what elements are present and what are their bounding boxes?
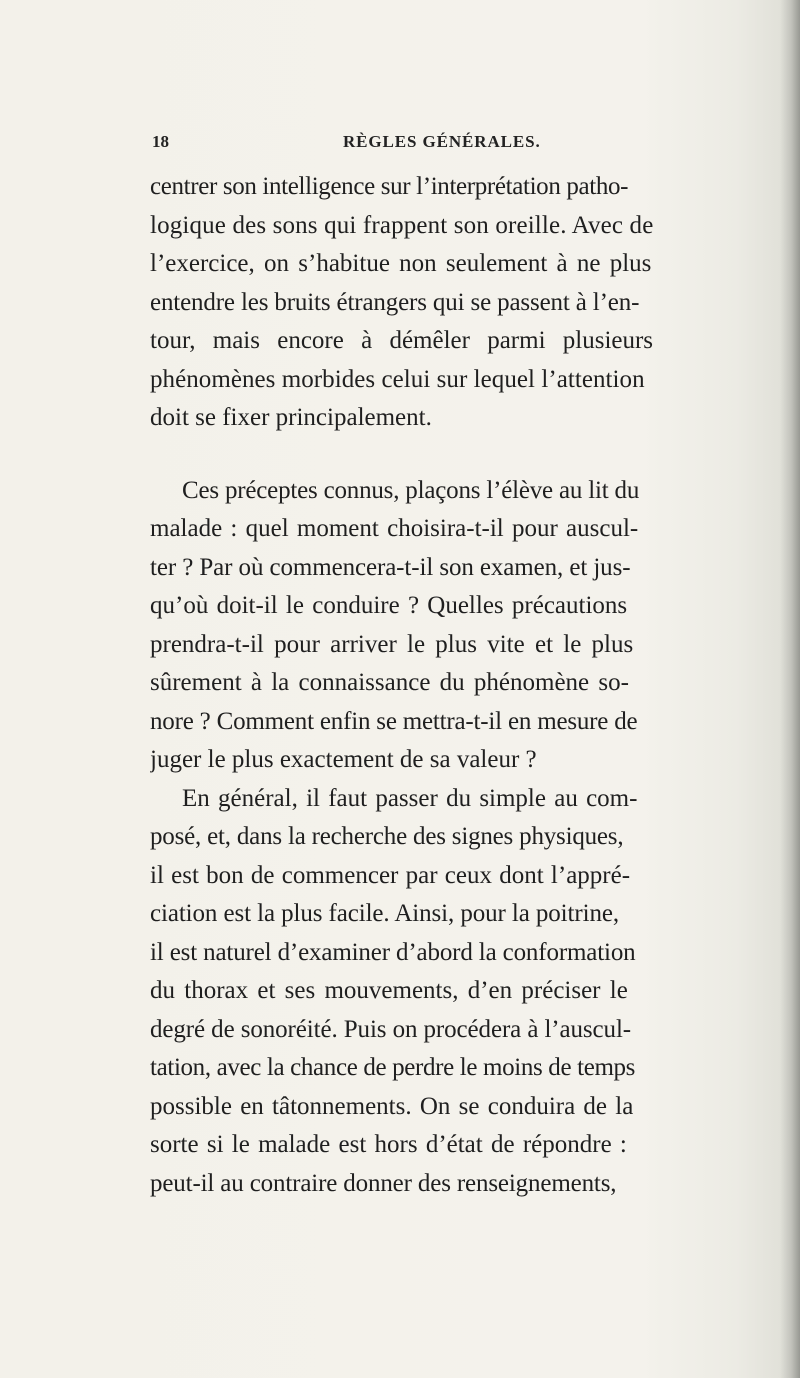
text-line: prendra-t-il pour arriver le plus vite et le plus: [150, 630, 634, 658]
page-header: [152, 132, 772, 162]
body-text: [150, 168, 780, 1203]
text-line: centrer son intelligence sur l’interprétation patho-: [150, 173, 629, 200]
text-line: nore ? Comment enfin se mettra-t-il en mesure de: [150, 707, 638, 735]
paragraph-3: [150, 780, 780, 1204]
text-line: possible en tâtonnements. On se conduira de la: [150, 1092, 634, 1120]
text-line: du thorax et ses mouvements, d’en préciser le: [150, 977, 628, 1004]
text-line: logique des sons qui frappent son oreille. Avec de: [150, 211, 654, 239]
text-line: tour, mais encore à démêler parmi plusieurs: [150, 327, 654, 354]
text-line: tation, avec la chance de perdre le moins de temps: [150, 1054, 636, 1081]
text-line: sorte si le malade est hors d’état de répondre :: [150, 1131, 627, 1158]
text-line: ter ? Par où commencera-t-il son examen, et jus-: [150, 553, 631, 581]
text-line: il est bon de commencer par ceux dont l’appré-: [150, 861, 631, 889]
paragraph-gap: [150, 438, 780, 472]
text-line: il est naturel d’examiner d’abord la conformation: [150, 938, 636, 966]
text-line: En général, il faut passer du simple au com-: [182, 784, 638, 812]
text-line: juger le plus exactement de sa valeur ?: [150, 746, 537, 773]
page-edge-shadow: [780, 0, 800, 1378]
text-line: peut-il au contraire donner des renseignements,: [150, 1169, 617, 1197]
text-line: doit se fixer principalement.: [150, 404, 432, 431]
text-line: l’exercice, on s’habitue non seulement à ne plus: [150, 250, 652, 277]
paragraph-2: [150, 472, 780, 780]
text-line: entendre les bruits étrangers qui se passent à l’en-: [150, 288, 640, 316]
paragraph-1: [150, 168, 780, 438]
text-line: phénomènes morbides celui sur lequel l’attention: [150, 365, 645, 393]
running-head: RÈGLES GÉNÉRALES.: [343, 132, 541, 151]
text-line: ciation est la plus facile. Ainsi, pour la poitrine,: [150, 900, 619, 927]
text-line: qu’où doit-il le conduire ? Quelles précautions: [150, 592, 628, 619]
text-line: Ces préceptes connus, plaçons l’élève au lit du: [182, 476, 640, 504]
text-line: sûrement à la connaissance du phénomène so-: [150, 669, 629, 696]
text-line: degré de sonoréité. Puis on procédera à l’auscul-: [150, 1015, 632, 1043]
text-line: malade : quel moment choisira-t-il pour auscul-: [150, 515, 639, 542]
text-line: posé, et, dans la recherche des signes physiques,: [150, 823, 624, 850]
page-number: 18: [152, 132, 169, 151]
